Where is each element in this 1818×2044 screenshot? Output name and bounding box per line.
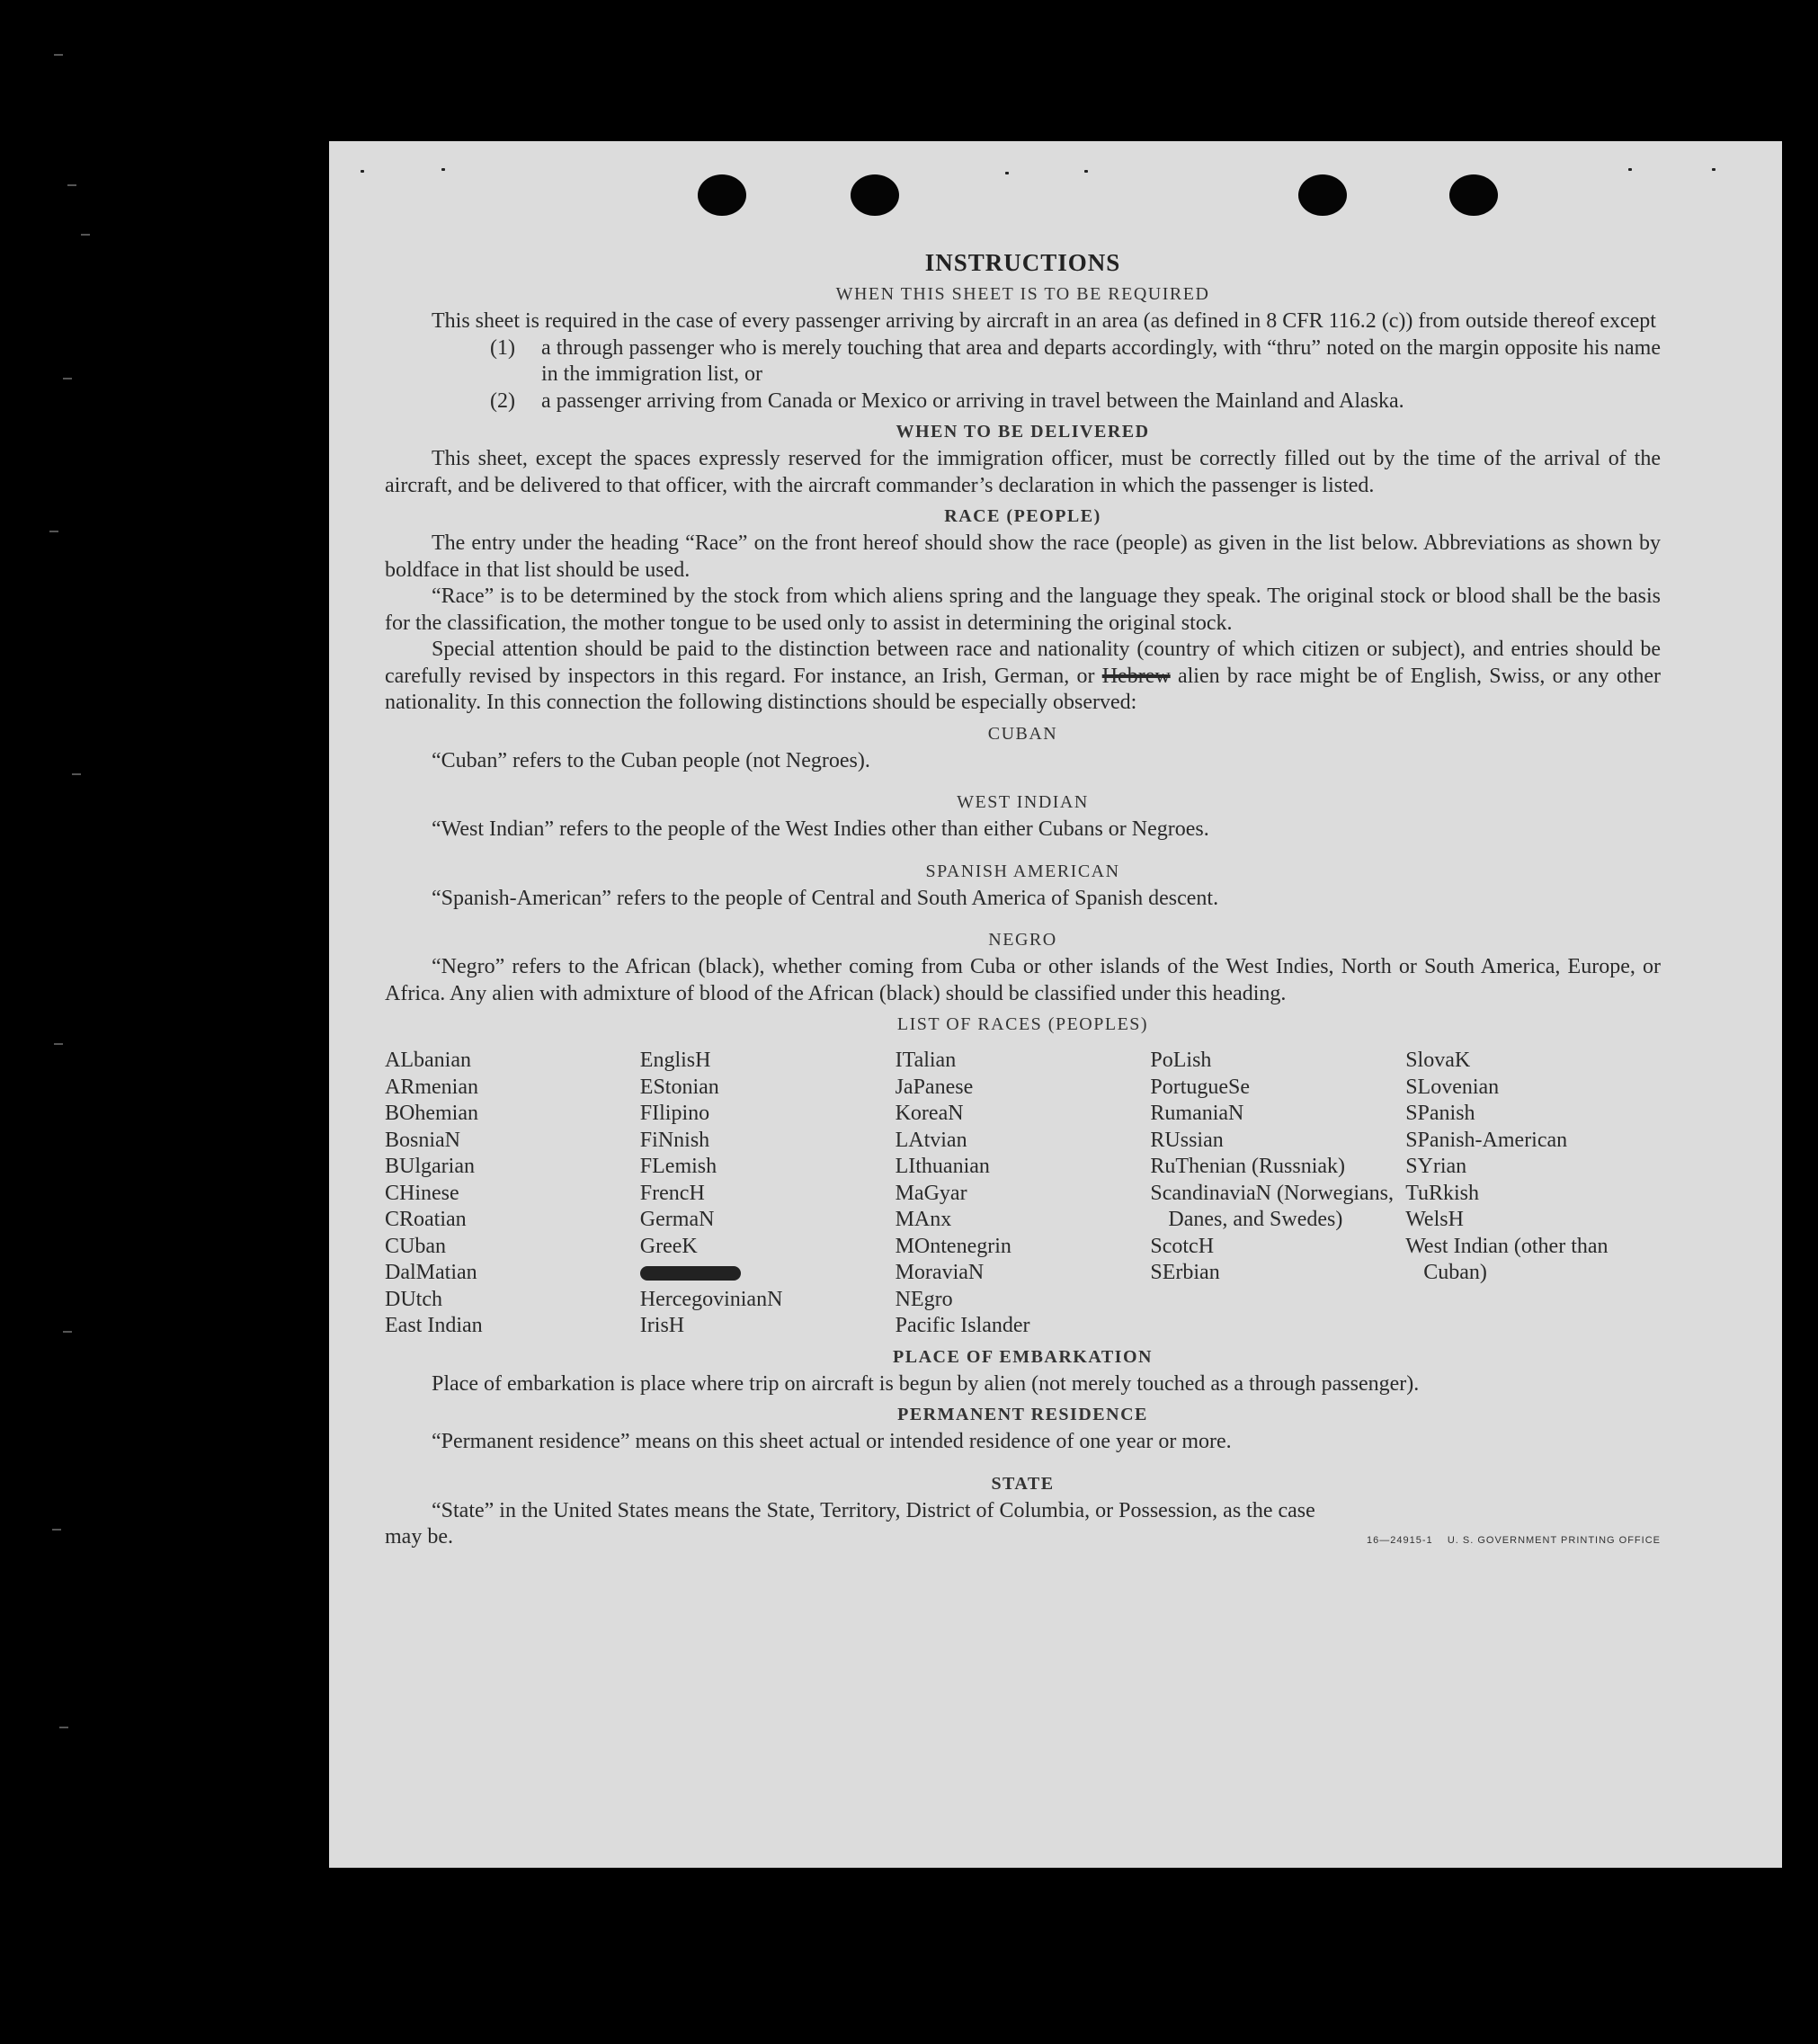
punch-hole — [698, 174, 746, 216]
edge-mark — [54, 54, 63, 56]
edge-mark — [49, 531, 58, 532]
edge-mark — [72, 773, 81, 775]
race-entry: SPanish-American — [1405, 1128, 1568, 1152]
race-entry: MOntenegrin — [895, 1234, 1011, 1258]
race-entry: LAtvian — [895, 1128, 967, 1152]
race-entry: PoLish — [1150, 1049, 1212, 1072]
race-entry: BosniaN — [385, 1128, 460, 1152]
race-entry: TuRkish — [1405, 1181, 1480, 1205]
punch-hole — [851, 174, 899, 216]
cuban-text: “Cuban” refers to the Cuban people (not Negroes). — [432, 748, 870, 772]
race-entry: ScandinaviaN (Norwegians, Danes, and Swedes) — [1150, 1181, 1394, 1231]
speck — [361, 170, 364, 173]
section-heading-embarkation: PLACE OF EMBARKATION — [893, 1346, 1153, 1367]
race-entry: SLovenian — [1405, 1075, 1500, 1099]
list-item — [385, 388, 1661, 415]
race-entry: RUssian — [1150, 1128, 1224, 1152]
item-number: (1) — [490, 335, 515, 360]
section-heading-cuban: CUBAN — [987, 723, 1058, 744]
race-column — [896, 1048, 1151, 1340]
race-entry: KoreaN — [895, 1102, 964, 1125]
spanish-american-text: “Spanish-American” refers to the people of Central and South America of Spanish descent. — [432, 886, 1219, 910]
race-entry: FLemish — [639, 1155, 717, 1178]
race-entry: FrencH — [639, 1181, 705, 1205]
race-entry: SYrian — [1405, 1155, 1467, 1178]
speck — [1084, 170, 1088, 173]
race-entry: ITalian — [895, 1049, 957, 1072]
race-paragraph-3-start: Special attention should be paid to the distinction between race and nationality (country of which citizen or subject), and entries should be carefully revised by inspectors in this regard. For instance, an Irish, German, or — [385, 638, 1661, 688]
race-entry: CHinese — [385, 1181, 459, 1205]
section-heading-delivered: WHEN TO BE DELIVERED — [896, 422, 1150, 442]
speck — [441, 168, 445, 171]
page-title: INSTRUCTIONS — [924, 249, 1121, 276]
ink-blot — [640, 1266, 741, 1281]
race-entry: JaPanese — [895, 1075, 974, 1099]
punch-hole — [1298, 174, 1347, 216]
instruction-sheet — [329, 141, 1782, 1868]
race-entry: CRoatian — [385, 1208, 467, 1231]
race-column — [1150, 1048, 1405, 1340]
state-text-end — [385, 1524, 1661, 1555]
race-entry: SPanish — [1405, 1102, 1475, 1125]
race-paragraph-3-end: alien by race might be of English, Swiss, or any other nationality. In this connection the following distinctions should be especially observed: — [385, 664, 1662, 714]
race-entry: IrisH — [639, 1314, 685, 1337]
required-intro: This sheet is required in the case of every passenger arriving by aircraft in an area (as defined in 8 CFR 116.2 (c)) from outside thereof except — [432, 309, 1656, 333]
race-entry: FiNnish — [639, 1128, 710, 1152]
state-text: “State” in the United States means the State, Territory, District of Columbia, or Possession, as the case — [432, 1498, 1315, 1522]
race-entry: GreeK — [639, 1234, 698, 1258]
race-entry: EStonian — [639, 1075, 719, 1099]
state-text-tail: may be. — [385, 1525, 453, 1549]
printer-name: U. S. GOVERNMENT PRINTING OFFICE — [1447, 1535, 1661, 1546]
race-entry: ScotcH — [1150, 1234, 1215, 1258]
form-number: 16—24915-1 — [1367, 1535, 1433, 1546]
race-entry: MaGyar — [895, 1181, 967, 1205]
race-entry: West Indian (other than Cuban) — [1405, 1234, 1609, 1284]
speck — [1628, 168, 1632, 171]
race-entry: DUtch — [385, 1287, 442, 1311]
race-entry: BUlgarian — [385, 1155, 475, 1178]
struck-word: Hebrew — [1101, 664, 1171, 688]
negro-text: “Negro” refers to the African (black), whether coming from Cuba or other islands of the West Indies, North or South America, Europe, or Africa. Any alien with admixture of blood of the African (black) should be classified under this heading. — [385, 955, 1661, 1005]
race-list — [385, 1048, 1661, 1340]
race-entry: RuThenian (Russniak) — [1150, 1155, 1346, 1178]
edge-mark — [59, 1727, 68, 1728]
race-entry: WelsH — [1405, 1208, 1464, 1231]
race-entry: HercegovinianN — [639, 1287, 783, 1311]
race-entry: SlovaK — [1405, 1049, 1471, 1072]
race-entry: PortugueSe — [1150, 1075, 1251, 1099]
section-heading-negro: NEGRO — [988, 930, 1057, 950]
section-heading-residence: PERMANENT RESIDENCE — [897, 1405, 1148, 1424]
race-paragraph-3 — [385, 637, 1661, 717]
race-entry: NEgro — [895, 1287, 953, 1311]
residence-text: “Permanent residence” means on this sheet actual or intended residence of one year or more. — [432, 1430, 1232, 1453]
punch-hole — [1449, 174, 1498, 216]
edge-mark — [81, 234, 90, 236]
race-entry: LIthuanian — [895, 1155, 990, 1178]
race-column — [1405, 1048, 1661, 1340]
section-heading-required: WHEN THIS SHEET IS TO BE REQUIRED — [835, 284, 1210, 304]
race-entry: Pacific Islander — [895, 1314, 1030, 1337]
race-entry: ALbanian — [385, 1049, 471, 1072]
race-entry: MAnx — [895, 1208, 952, 1231]
race-entry: FIlipino — [639, 1102, 710, 1125]
edge-mark — [52, 1529, 61, 1531]
item-number: (2) — [490, 388, 515, 413]
race-entry-struck — [640, 1260, 896, 1287]
race-entry: RumaniaN — [1150, 1102, 1244, 1125]
section-heading-state: STATE — [991, 1473, 1055, 1494]
race-entry: SErbian — [1150, 1261, 1220, 1284]
race-entry: EnglisH — [639, 1049, 711, 1072]
list-item — [385, 335, 1661, 388]
speck — [1005, 172, 1009, 174]
print-code — [1367, 1528, 1661, 1555]
section-heading-race: RACE (PEOPLE) — [944, 506, 1101, 526]
race-column — [385, 1048, 640, 1340]
race-entry: GermaN — [639, 1208, 715, 1231]
delivered-text: This sheet, except the spaces expressly reserved for the immigration officer, must be correctly filled out by the time of the arrival of the aircraft, and be delivered to that officer, with the aircraft commander’s declaration in which the passenger is listed. — [385, 447, 1661, 497]
west-indian-text: “West Indian” refers to the people of the West Indies other than either Cubans or Negroes. — [432, 817, 1209, 841]
race-entry: ARmenian — [385, 1075, 478, 1099]
edge-mark — [63, 378, 72, 379]
embarkation-text: Place of embarkation is place where trip on aircraft is begun by alien (not merely touched as a through passenger). — [432, 1371, 1420, 1396]
speck — [1712, 168, 1716, 171]
race-entry: MoraviaN — [895, 1261, 985, 1284]
race-paragraph-2: “Race” is to be determined by the stock from which aliens spring and the language they speak. The original stock or blood shall be the basis for the classification, the mother tongue to be used only to assist in determining the original stock. — [385, 585, 1661, 635]
race-entry: CUban — [385, 1234, 446, 1258]
race-entry: DalMatian — [385, 1261, 477, 1284]
section-heading-west-indian: WEST INDIAN — [957, 792, 1089, 812]
race-column — [640, 1048, 896, 1340]
race-paragraph-1: The entry under the heading “Race” on the front hereof should show the race (people) as given in the list below. Abbreviations as shown by boldface in that list should be used. — [385, 531, 1661, 582]
edge-mark — [67, 184, 76, 186]
edge-mark — [54, 1043, 63, 1045]
section-heading-list-of-races: LIST OF RACES (PEOPLES) — [896, 1014, 1149, 1034]
race-entry: BOhemian — [385, 1102, 478, 1125]
section-heading-spanish-american: SPANISH AMERICAN — [925, 861, 1120, 881]
race-entry: East Indian — [385, 1314, 483, 1337]
item-text: a through passenger who is merely touching that area and departs accordingly, with “thru” noted on the margin opposite his name in the immigration list, or — [541, 335, 1661, 386]
item-text: a passenger arriving from Canada or Mexico or arriving in travel between the Mainland and Alaska. — [541, 388, 1404, 413]
edge-mark — [63, 1331, 72, 1333]
